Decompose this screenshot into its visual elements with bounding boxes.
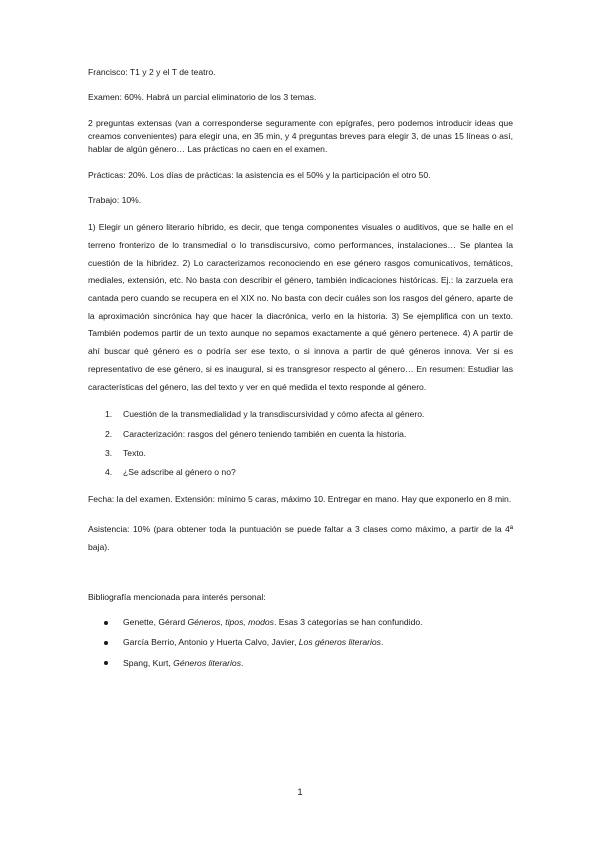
bibliography-entry [123, 657, 243, 670]
bib-author: Genette, Gérard [123, 616, 186, 627]
bib-note: . [380, 637, 384, 648]
list-item [88, 466, 513, 479]
bibliography-entry [123, 636, 383, 649]
bib-title: Géneros, tipos, modos [187, 616, 274, 627]
bib-author: García Berrio, Antonio y Huerta Calvo, Javier, [123, 637, 297, 648]
spacer [88, 569, 513, 591]
questions-paragraph: 2 preguntas extensas (van a corresponderse seguramente con epígrafes, pero podemos introducir ideas que creamos convenientes) para elegir una, en 35 min, y 4 preguntas breves para elegir 3, de unas 15 líneas o así, hablar de algún género… Las prácticas no caen en el examen. [88, 117, 513, 155]
list-item-text: Texto. [123, 447, 146, 458]
list-item [88, 636, 513, 649]
practices-paragraph: Prácticas: 20%. Los días de prácticas: la asistencia es el 50% y la participación el otro 50. [88, 169, 431, 180]
list-item [88, 657, 513, 670]
list-item-text: Cuestión de la transmedialidad y la transdiscursividad y cómo afecta al género. [123, 409, 425, 420]
work-paragraph: Trabajo: 10%. [88, 194, 142, 205]
bib-author: Spang, Kurt, [123, 657, 171, 668]
list-item [88, 408, 513, 421]
list-number: 3. [105, 447, 113, 458]
steps-list [88, 408, 513, 479]
list-item [88, 616, 513, 629]
list-number: 2. [105, 428, 113, 439]
bullet-icon [88, 616, 123, 629]
bibliography-title: Bibliografía mencionada para interés personal: [88, 591, 266, 602]
date-paragraph: Fecha: la del examen. Extensión: mínimo 5 caras, máximo 10. Entregar en mano. Hay que exponerlo en 8 min. [88, 494, 512, 505]
bibliography-list [88, 616, 513, 670]
bib-note: . [241, 657, 244, 668]
list-number: 1. [105, 409, 113, 420]
bullet-icon [88, 636, 123, 649]
list-item [88, 428, 513, 441]
list-item-text: ¿Se adscribe al género o no? [123, 467, 236, 478]
bullet-icon [88, 657, 123, 670]
bibliography-entry [123, 616, 423, 629]
header-line: Francisco: T1 y 2 y el T de teatro. [88, 67, 216, 77]
list-item [88, 447, 513, 460]
attendance-paragraph: Asistencia: 10% (para obtener toda la puntuación se puede faltar a 3 clases como máximo, a partir de la 4ª baja). [88, 524, 513, 552]
bib-title: Los géneros literarios [298, 637, 381, 648]
list-item-text: Caracterización: rasgos del género teniendo también en cuenta la historia. [123, 428, 407, 439]
page-number: 1 [297, 787, 303, 798]
page-content [88, 66, 513, 682]
instructions-paragraph: 1) Elegir un género literario híbrido, es decir, que tenga componentes visuales o auditivos, que se halle en el terreno fronterizo de lo transmedial o lo transdiscursivo, como performances, instalaciones… Se plantea la cuestión de la hibridez. 2) Lo caracterizamos reconociendo en ese género rasgos comunicativos, temáticos, mediales, extensión, etc. No basta con describir el género, también indicaciones históricas. Ej.: la zarzuela era cantada pero cuando se recupera en el XIX no. No basta con decir cuáles son los rasgos del género, aparte de la aproximación sincrónica hay que hacer la diacrónica, verlo en la historia. 3) Se ejemplifica con un texto. También podemos partir de un texto aunque no sepamos exactamente a qué género pertenece. 4) A partir de ahí buscar qué género es o podría ser ese texto, o si innova a partir de qué géneros innova. Ver si es representativo de ese género, si es inaugural, si es transgresor respecto al género… En resumen: Estudiar las características del género, las del texto y ver en qué medida el texto responde al género. [88, 222, 513, 392]
list-number: 4. [105, 467, 113, 478]
exam-paragraph: Examen: 60%. Habrá un parcial eliminatorio de los 3 temas. [88, 92, 317, 103]
bib-note: . Esas 3 categorías se han confundido. [273, 616, 423, 627]
bib-title: Géneros literarios [173, 657, 241, 668]
